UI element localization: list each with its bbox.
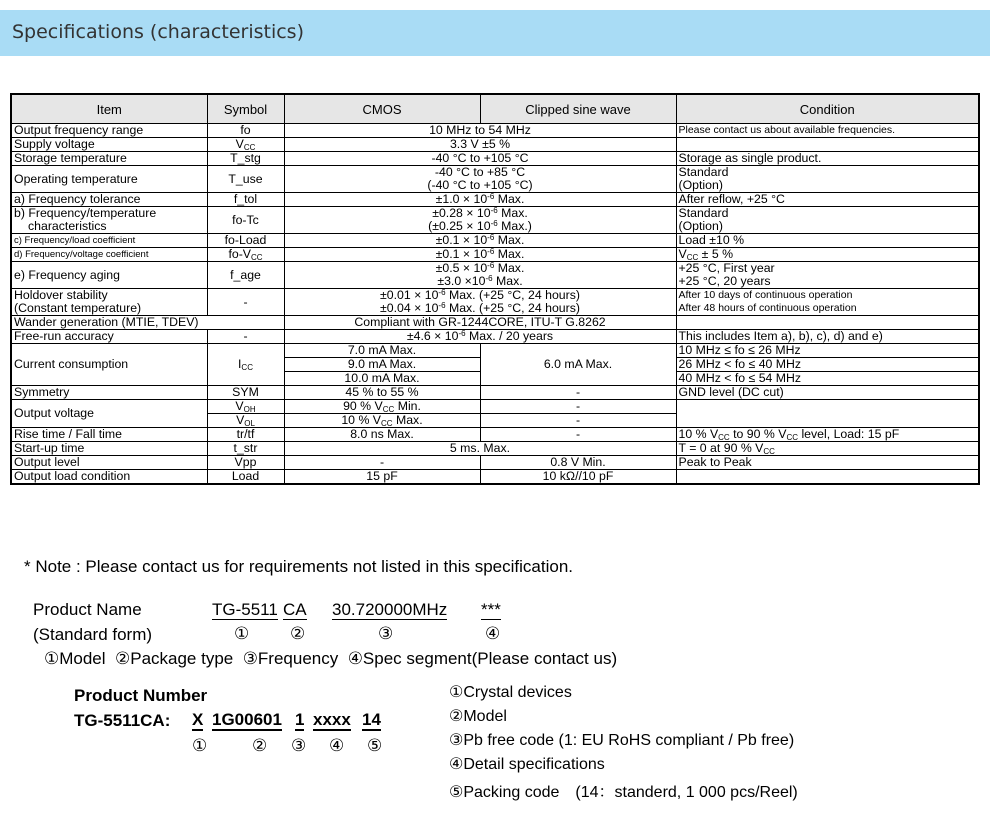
- value-cell: [284, 193, 676, 207]
- clipped-cell: 10 kΩ//10 pF: [480, 470, 676, 485]
- segment-text: 1: [295, 710, 305, 729]
- symbol-cell: f_age: [207, 262, 284, 289]
- circled-number: ④: [329, 736, 345, 755]
- product-number-seg-1: [192, 710, 203, 731]
- value-exp: -6: [458, 329, 466, 338]
- product-number-seg-3: [295, 710, 304, 731]
- value-line: (-40 °C to +105 °C): [427, 178, 533, 192]
- item-cell: Rise time / Fall time: [11, 428, 207, 442]
- value-text: Max.): [497, 219, 532, 233]
- item-cell: Storage temperature: [11, 152, 207, 166]
- header-item: Item: [11, 94, 207, 124]
- cmos-cell: -: [284, 456, 480, 470]
- condition-sub: CC: [718, 433, 730, 442]
- table-row: [11, 386, 979, 400]
- clipped-cell: -: [480, 400, 676, 414]
- condition-cell: [676, 138, 979, 152]
- segment-text: 1G00601: [212, 710, 282, 729]
- value-text: Max. (+25 °C, 24 hours): [445, 288, 580, 302]
- item-cell: d) Frequency/voltage coefficient: [11, 248, 207, 262]
- table-row: [11, 456, 979, 470]
- symbol-cell: [207, 344, 284, 386]
- table-row: [11, 344, 979, 358]
- table-row: [11, 207, 979, 234]
- value-text: 90 % V: [343, 399, 383, 413]
- product-number-prefix: TG-5511CA:: [74, 711, 176, 730]
- condition-line: Standard: [678, 165, 729, 179]
- clipped-cell: 6.0 mA Max.: [480, 344, 676, 386]
- condition-line: After 10 days of continuous operation: [678, 289, 853, 301]
- legend-line: ②Model: [449, 708, 507, 725]
- symbol-cell: fo-Load: [207, 234, 284, 248]
- condition-cell: [676, 289, 979, 316]
- condition-text: to 90 % V: [729, 427, 787, 441]
- product-number-seg-2: [212, 710, 282, 731]
- value-sub: CC: [382, 405, 395, 414]
- condition-cell: After reflow, +25 °C: [676, 193, 979, 207]
- header-clipped: Clipped sine wave: [480, 94, 676, 124]
- value-text: ±0.01 × 10: [380, 288, 439, 302]
- cmos-cell: 9.0 mA Max.: [284, 358, 480, 372]
- header-condition: Condition: [676, 94, 979, 124]
- item-cell: Current consumption: [11, 344, 207, 386]
- circled-number: ②: [252, 736, 268, 755]
- product-part-text: 30.720000MHz: [332, 600, 448, 619]
- standard-form-label: (Standard form): [33, 625, 153, 644]
- legend-line: ⑤Packing code (14：standerd, 1 000 pcs/Reel): [449, 784, 798, 801]
- condition-sub: CC: [686, 253, 699, 262]
- symbol-cell: [207, 400, 284, 414]
- value-text: (±0.25 × 10: [428, 219, 491, 233]
- condition-cell: GND level (DC cut): [676, 386, 979, 400]
- symbol-main: fo-V: [228, 247, 251, 261]
- condition-cell: [676, 428, 979, 442]
- value-cell: -40 °C to +105 °C: [284, 152, 676, 166]
- symbol-cell: SYM: [207, 386, 284, 400]
- symbol-cell: T_use: [207, 166, 284, 193]
- table-row: [11, 138, 979, 152]
- item-cell: Output voltage: [11, 400, 207, 428]
- cmos-cell: 8.0 ns Max.: [284, 428, 480, 442]
- item-cell: Free-run accuracy: [11, 330, 207, 344]
- item-cell: Output frequency range: [11, 124, 207, 138]
- symbol-sub: CC: [243, 143, 256, 152]
- symbol-cell: -: [207, 330, 284, 344]
- value-exp: -6: [485, 274, 493, 283]
- value-text: ±0.5 × 10: [435, 261, 488, 275]
- legend-line: ③Pb free code (1: EU RoHS compliant / Pb free): [449, 732, 795, 749]
- value-text: Max.: [494, 192, 525, 206]
- item-cell: [11, 289, 207, 316]
- value-text: ±4.6 × 10: [406, 329, 459, 343]
- condition-line: After 48 hours of continuous operation: [678, 302, 857, 314]
- condition-cell: 26 MHz < fo ≤ 40 MHz: [676, 358, 979, 372]
- table-row: [11, 330, 979, 344]
- symbol-cell: tr/tf: [207, 428, 284, 442]
- value-text: ±0.28 × 10: [432, 206, 491, 220]
- item-cell: Wander generation (MTIE, TDEV): [11, 316, 284, 330]
- value-text: ±3.0 ×10: [437, 274, 486, 288]
- value-cell: [284, 166, 676, 193]
- value-text: ±0.04 × 10: [380, 301, 439, 315]
- value-text: Min.: [394, 399, 421, 413]
- condition-line: Standard: [678, 206, 729, 220]
- condition-cell: [676, 248, 979, 262]
- circled-number: ③: [291, 736, 307, 755]
- value-line: -40 °C to +85 °C: [434, 165, 526, 179]
- table-header-row: [11, 94, 979, 124]
- condition-text: ± 5 %: [698, 247, 734, 261]
- condition-cell: [676, 262, 979, 289]
- product-name-legend: ①Model ②Package type ③Frequency ④Spec segment(Please contact us): [44, 649, 618, 668]
- legend-line: ④Detail specifications: [449, 756, 605, 773]
- value-text: Max. / 20 years: [465, 329, 554, 343]
- legend-line: ①Crystal devices: [449, 684, 572, 701]
- value-text: ±0.1 × 10: [435, 247, 488, 261]
- symbol-main: V: [235, 137, 244, 151]
- table-row: [11, 124, 979, 138]
- value-exp: -6: [487, 247, 495, 256]
- table-row: [11, 470, 979, 485]
- value-cell: 10 MHz to 54 MHz: [284, 124, 676, 138]
- cmos-cell: 15 pF: [284, 470, 480, 485]
- product-name-part-3: [332, 600, 447, 620]
- cmos-cell: 7.0 mA Max.: [284, 344, 480, 358]
- item-cell: Start-up time: [11, 442, 207, 456]
- value-line: [287, 275, 674, 288]
- symbol-cell: t_str: [207, 442, 284, 456]
- segment-text: xxxx: [313, 710, 351, 729]
- product-part-text: CA: [283, 600, 307, 619]
- symbol-sub: CC: [251, 253, 263, 262]
- product-number-seg-4: [313, 710, 351, 731]
- value-exp: -6: [487, 192, 495, 201]
- value-text: Max.: [494, 261, 525, 275]
- symbol-cell: Vpp: [207, 456, 284, 470]
- table-row: [11, 400, 979, 414]
- value-text: ±0.1 × 10: [435, 233, 488, 247]
- circled-number: ④: [485, 624, 501, 643]
- cmos-cell: 45 % to 55 %: [284, 386, 480, 400]
- product-name-label: Product Name: [33, 600, 142, 619]
- clipped-cell: -: [480, 428, 676, 442]
- condition-cell: Load ±10 %: [676, 234, 979, 248]
- condition-sub: CC: [763, 447, 775, 456]
- value-cell: Compliant with GR-1244CORE, ITU-T G.8262: [284, 316, 676, 330]
- value-cell: [284, 234, 676, 248]
- condition-cell: [676, 166, 979, 193]
- condition-cell: 40 MHz < fo ≤ 54 MHz: [676, 372, 979, 386]
- symbol-sub: OL: [244, 419, 255, 428]
- item-line: Holdover stability: [14, 288, 108, 302]
- cmos-cell: [284, 400, 480, 414]
- product-part-text: ***: [481, 600, 501, 619]
- condition-text: T = 0 at 90 % V: [678, 441, 764, 455]
- value-exp: -6: [438, 288, 446, 297]
- value-text: Max.: [494, 233, 525, 247]
- item-cell: a) Frequency tolerance: [11, 193, 207, 207]
- table-row: [11, 289, 979, 316]
- condition-line: +25 °C, First year: [678, 261, 775, 275]
- table-row: [11, 316, 979, 330]
- value-sub: CC: [381, 419, 393, 428]
- item-cell: c) Frequency/load coefficient: [11, 234, 207, 248]
- condition-line: (Option): [678, 178, 723, 192]
- condition-sub: CC: [786, 433, 799, 442]
- value-text: ±1.0 × 10: [435, 192, 488, 206]
- item-cell: [11, 207, 207, 234]
- value-exp: -6: [487, 233, 495, 242]
- value-exp: -6: [487, 261, 495, 270]
- segment-text: X: [192, 710, 204, 729]
- circled-number: ③: [378, 624, 394, 643]
- item-line: characteristics: [28, 219, 107, 233]
- table-row: [11, 234, 979, 248]
- cmos-cell: 10.0 mA Max.: [284, 372, 480, 386]
- value-text: Max.: [497, 206, 528, 220]
- condition-line: +25 °C, 20 years: [678, 274, 771, 288]
- product-name-part-1: [212, 600, 278, 620]
- section-header: [0, 10, 990, 56]
- table-row: [11, 442, 979, 456]
- item-line: (Constant temperature): [14, 301, 142, 315]
- value-exp: -6: [490, 206, 498, 215]
- cmos-cell: [284, 414, 480, 428]
- product-name-part-2: [283, 600, 307, 620]
- condition-cell: Please contact us about available frequencies.: [676, 124, 979, 138]
- condition-cell: [676, 400, 979, 428]
- condition-cell: [676, 316, 979, 330]
- condition-text: level, Load: 15 pF: [798, 427, 900, 441]
- condition-cell: Peak to Peak: [676, 456, 979, 470]
- condition-text: V: [678, 247, 687, 261]
- symbol-cell: T_stg: [207, 152, 284, 166]
- condition-line: (Option): [678, 219, 723, 233]
- table-row: [11, 428, 979, 442]
- item-line: b) Frequency/temperature: [14, 206, 157, 220]
- item-cell: Supply voltage: [11, 138, 207, 152]
- symbol-cell: Load: [207, 470, 284, 485]
- product-number-label: Product Number: [74, 686, 208, 705]
- circled-number: ⑤: [367, 736, 383, 755]
- symbol-cell: f_tol: [207, 193, 284, 207]
- table-row: [11, 166, 979, 193]
- value-exp: -6: [490, 219, 498, 228]
- symbol-main: V: [236, 413, 245, 427]
- symbol-cell: -: [207, 289, 284, 316]
- symbol-cell: [207, 138, 284, 152]
- symbol-main: I: [238, 357, 242, 371]
- circled-number: ①: [234, 624, 250, 643]
- symbol-sub: CC: [241, 363, 253, 372]
- table-row: [11, 248, 979, 262]
- symbol-cell: fo-Tc: [207, 207, 284, 234]
- spec-note: * Note : Please contact us for requirements not listed in this specification.: [24, 557, 573, 576]
- value-cell: 5 ms. Max.: [284, 442, 676, 456]
- item-cell: Output level: [11, 456, 207, 470]
- symbol-cell: [207, 414, 284, 428]
- clipped-cell: 0.8 V Min.: [480, 456, 676, 470]
- item-cell: Symmetry: [11, 386, 207, 400]
- product-part-text: TG-5511: [212, 600, 278, 619]
- table-row: [11, 152, 979, 166]
- item-cell: e) Frequency aging: [11, 262, 207, 289]
- item-cell: Operating temperature: [11, 166, 207, 193]
- symbol-sub: OH: [243, 405, 256, 414]
- header-symbol: Symbol: [207, 94, 284, 124]
- condition-text: 10 % V: [678, 427, 719, 441]
- value-cell: [284, 248, 676, 262]
- condition-cell: Storage as single product.: [676, 152, 979, 166]
- value-text: 10 % V: [341, 413, 381, 427]
- condition-cell: [676, 442, 979, 456]
- condition-cell: [676, 207, 979, 234]
- symbol-cell: [207, 248, 284, 262]
- item-cell: Output load condition: [11, 470, 207, 485]
- segment-text: 14: [362, 710, 381, 729]
- section-title: Specifications (characteristics): [12, 21, 304, 43]
- product-name-part-4: [481, 600, 501, 620]
- header-cmos: CMOS: [284, 94, 480, 124]
- value-cell: [284, 330, 676, 344]
- value-exp: -6: [438, 301, 446, 310]
- clipped-cell: -: [480, 414, 676, 428]
- circled-number: ①: [192, 736, 208, 755]
- value-line: [287, 220, 674, 233]
- product-number-seg-5: [362, 710, 381, 731]
- circled-number: ②: [290, 624, 306, 643]
- condition-cell: This includes Item a), b), c), d) and e): [676, 330, 979, 344]
- value-text: Max.: [392, 413, 423, 427]
- condition-cell: 10 MHz ≤ fo ≤ 26 MHz: [676, 344, 979, 358]
- symbol-cell: fo: [207, 124, 284, 138]
- condition-cell: [676, 470, 979, 485]
- value-line: [287, 302, 674, 315]
- symbol-main: V: [235, 399, 244, 413]
- value-text: Max.: [494, 247, 525, 261]
- value-cell: [284, 207, 676, 234]
- table-row: [11, 262, 979, 289]
- value-cell: 3.3 V ±5 %: [284, 138, 676, 152]
- value-cell: [284, 262, 676, 289]
- value-text: Max.: [492, 274, 523, 288]
- table-row: [11, 193, 979, 207]
- clipped-cell: -: [480, 386, 676, 400]
- spec-table: [10, 93, 980, 485]
- value-text: Max. (+25 °C, 24 hours): [445, 301, 580, 315]
- value-cell: [284, 289, 676, 316]
